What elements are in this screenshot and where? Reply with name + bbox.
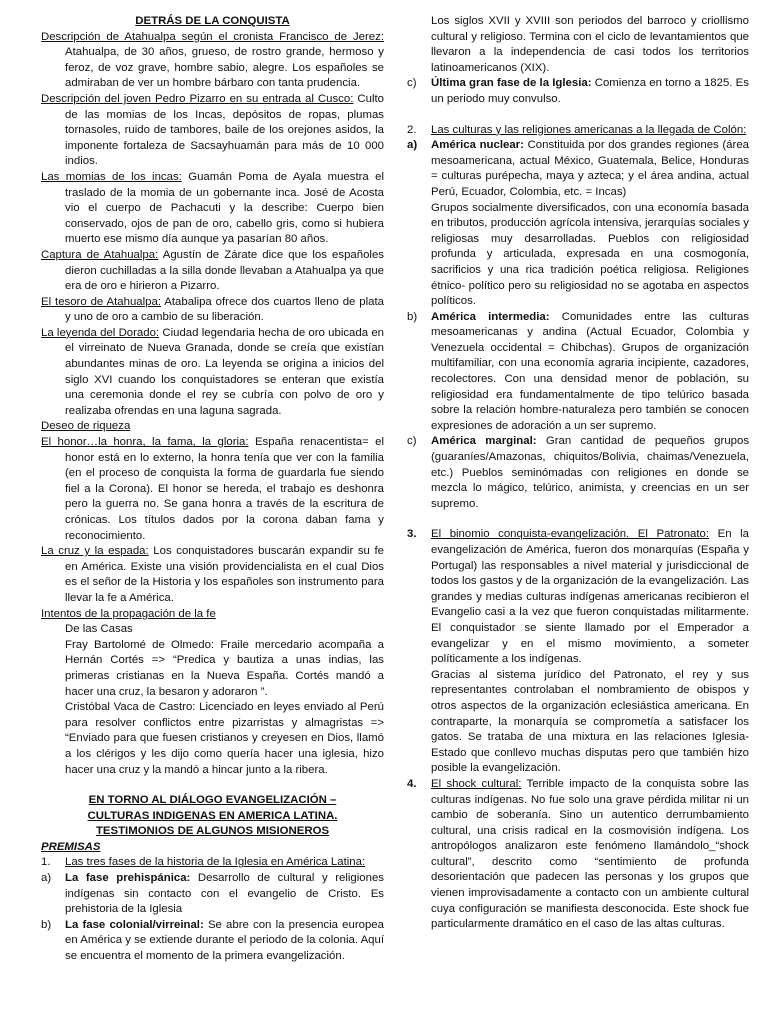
entry-text: Los conquistadores buscarán expandir su fe en América. Existe una visión providencialista en el cual Dios es el señor de la Historia y los españoles son instrumento para llevar la fe a América. [65,545,384,604]
america-text [431,138,749,200]
entry-text: Culto de las momias de los Incas, depósitos de ropas, plumas tornasoles, ruido de tambores, baile de los orejones asidos, la imponente fortaleza de Sacsayhuamán para más de 10 000 indios. [65,92,384,168]
phase-item [407,76,749,107]
list-marker: c) [407,435,417,448]
list-marker: c) [407,77,417,90]
america-body: Gran cantidad de pequeños grupos (guaraníes/Amazonas, chiquitos/Bolivia, chaimas/Venezuela, etc.) Pueblos seminómadas con religiones en donde se mezcla lo mágico, telúrico, animista, y creencias en un ser supremo. [431,435,750,510]
propagation-item: Fray Bartolomé de Olmedo: Fraile mercedario acompaña a Hernán Cortés => “Predica y bautiza a unas indias, las primeras cristianas en la Nueva España. Cortés mandó a hacer una cruz, la besaron y adoraron ”. [65,638,384,698]
america-heading: América nuclear: [431,139,524,152]
premise-text: Las tres fases de la historia de la Iglesia en América Latina: [65,856,366,869]
america-extra: Grupos socialmente diversificados, con una economía basada en tributos, producción agrícola intensiva, jerarquías sociales y religiosas muy desarrolladas. Pueblos con religiosidad profunda y articulada, expresada en una cosmogonía, sacrificios y una rica tradición poética religiosa. Religiones étnico- político pero su religiosidad no se agotaba en aspectos políticos. [431,201,749,308]
premise-heading: El binomio conquista-evangelización. El Patronato: [431,528,710,541]
premise-text: Las culturas y las religiones americanas a la llegada de Colón: [431,123,747,136]
phase-body: Se abre con la presencia europea en América y se extiende durante el periodo de la colonia. Aquí se encuentra el momento de la primera evangelización. [65,918,384,963]
phase-item [41,918,384,965]
premise-3-extra: Gracias al sistema jurídico del Patronato, el rey y sus representantes controlaban el nombramiento de obispos y otros aspectos de la organización eclesiástica americana. En contraparte, la monarquía se comprometía a satisfacer los gatos. Se trataba de una mixtura en las relaciones Iglesia-Estado que conllevo muchas disputas pero que también hizo posible la evangelización. [431,668,749,775]
list-marker: 4. [407,777,417,790]
entry-atahualpa-treasure [41,295,384,326]
america-heading: América intermedia: [431,310,550,323]
america-body: Constituida por dos grandes regiones (área mesoamericana, actual México, Guatemala, Belice, Honduras = culturas purépecha, maya y azteca; y el área andina, actual Perú, Ecuador, Colombia, etc. = Incas) [431,139,749,198]
premise-body: En la evangelización de América, fueron dos monarquías (España y Portugal) las responsables a nivel material y jurisdiccional de todos los gastos y de la organización de la evangelización. Las grandes y medias culturas indígenas americanas recibieron el Evangelio casi a la vez que fueron conquistadas militarmente. El conquistador se siente llamado por el Emperador a evangelizar y en el mismo movimiento, a someter políticamente a los indígenas. [431,528,749,666]
entry-heading: Descripción de Atahualpa según el cronista Francisco de Jerez: [41,30,384,43]
list-marker: 2. [407,123,417,136]
list-marker: 3. [407,528,417,541]
america-text [431,310,749,435]
entry-heading: La cruz y la espada: [41,545,149,558]
entry-faith-propagation [41,607,384,623]
premise-1 [41,855,384,871]
spacer [41,778,384,793]
premise-text [431,777,749,933]
phase-heading: La fase colonial/virreinal: [65,918,204,931]
section-title-dialogue: EN TORNO AL DIÁLOGO EVANGELIZACIÓN – CULTURAS INDIGENAS EN AMERICA LATINA. TESTIMONIOS DE ALGUNOS MISIONEROS [87,794,338,838]
phase-text [431,76,749,107]
entry-atahualpa-capture [41,248,384,295]
entry-heading: Las momias de los incas: [41,170,182,183]
america-text [431,434,749,512]
america-item [407,138,749,200]
phase-heading: Última gran fase de la Iglesia: [431,77,592,90]
entry-text: España renacentista= el honor está en lo externo, la honra tenía que ver con la familia (en el proceso de conquista la forma de guardarla fue siendo fiel a la Corona). El honor se hereda, el trabajo es deshonra pero la guerra no. Se gana honra a través de la escritura de crónicas. Los títulos dados por la corona daban fama y reconocimiento. [65,436,384,542]
spacer [407,108,749,123]
phase-text [65,918,384,965]
entry-atahualpa-description [41,30,384,92]
america-item [407,434,749,512]
premise-text [431,527,749,667]
premise-2 [407,123,749,139]
entry-heading: Captura de Atahualpa: [41,248,159,261]
entry-heading: Deseo de riqueza [41,420,131,433]
list-marker: a) [407,139,418,152]
phase-body: Comienza en torno a 1825. Es un periodo muy convulso. [431,77,749,105]
left-column [41,14,384,965]
america-item [407,310,749,435]
entry-heading: La leyenda del Dorado: [41,326,160,339]
phase-heading: La fase prehispánica: [65,872,191,885]
premisas-label: PREMISAS [41,840,101,853]
entry-heading: El tesoro de Atahualpa: [41,295,161,308]
entry-el-dorado [41,326,384,420]
america-body: Comunidades entre las culturas mesoamericanas y andina (Actual Ecuador, Colombia y Venezuela occidental = Chibchas). Grupos de organización multifamiliar, con una economía agraria incipiente, cazadores, recolectores. Con una densidad menor de población, su religiosidad era fundamentalmente de tipo telúrico basada sobre la relación hombre-naturaleza pero también se conocen expresiones de adoración a un ser supremo. [431,310,749,432]
entry-heading: El honor…la honra, la fama, la gloria: [41,436,249,449]
entry-text: Guamán Poma de Ayala muestra el traslado de la momia de un gobernante inca. José de Acosta vio el cuerpo de Pachacuti y la describe: Cuerpo bien conservado, ojos de pan de oro, cabello gris, como si hubiera muerto ese mismo día aunque ya pasarían 80 años. [65,170,384,246]
entry-text: Agustín de Zárate dice que los españoles dieron cuchilladas a la silla donde llevaban a Atahualpa ya que era de oro e hirieron a Pizarro. [65,248,384,293]
premise-4 [407,777,749,933]
premise-heading: El shock cultural: [431,777,522,790]
entry-pizarro-description [41,92,384,170]
entry-text: Atahualpa, de 30 años, grueso, de rostro grande, hermoso y feroz, de voz grave, hombre sabio, alegre. Los españoles se admiraban de ver un hombre bárbaro con tanta prudencia. [65,46,384,90]
list-marker: b) [407,310,418,323]
list-marker: b) [41,918,52,931]
phase-body: Desarrollo de cultural y religiones indígenas sin contacto con el evangelio de Cristo. Es prehistoria de la Iglesia [65,872,384,916]
america-heading: América marginal: [431,435,537,448]
entry-heading: Intentos de la propagación de la fe [41,607,216,620]
phase-item [41,871,384,918]
premise-body: Terrible impacto de la conquista sobre las culturas indígenas. No fue solo una grave pérdida militar ni un cambio de soberanía. Sino un autentico derrumbamiento cultural, una crisis radical en la cosmovisión indígena. Los antropólogos analizaron este fenómeno llamándolo_“shock cultural”, descrito como “sentimiento de profunda desorientación que padecen las personas y los grupos que vienen improvisadamente a contacto con un ambiente cultural cuya configuración se manifiesta desconocida. Este shock fue particularmente dramático en el caso de las altas culturas. [431,777,749,931]
premise-3 [407,527,749,667]
spacer [407,512,749,527]
right-column [407,14,749,933]
phase-text [65,871,384,918]
propagation-item: De las Casas [65,623,133,636]
entry-heading: Descripción del joven Pedro Pizarro en su entrada al Cusco: [41,92,354,105]
entry-cross-sword [41,544,384,606]
entry-wealth-desire [41,419,384,435]
entry-text: Atabalipa ofrece dos cuartos lleno de plata y uno de oro a cambio de su liberación. [65,295,384,324]
entry-text: Ciudad legendaria hecha de oro ubicada en el virreinato de Nueva Granada, donde se creía que existían abundantes minas de oro. La leyenda se origina a inicios del siglo XVI cuando los conquistadores se enteran que existía una ceremonia donde el rey se cubría con polvo de oro y realizaba ofrendas en una laguna sagrada. [65,326,384,417]
propagation-item: Cristóbal Vaca de Castro: Licenciado en leyes enviado al Perú para resolver conflictos entre pizarristas y almagristas => “Enviado para que fuesen cristianos y creyesen en Dios, llamó a los clérigos y les dijo como quería hacer una iglesia, hizo hacer una cruz y la mandó a hincar junto a la ribera. [65,701,384,776]
list-marker: a) [41,872,52,885]
list-marker: 1. [41,856,51,869]
phase-b-continuation: Los siglos XVII y XVIII son periodos del barroco y criollismo cultural y religioso. Termina con el ciclo de levantamientos que llevaron a la independencia de casi todos los territorios latinoamericanos (XIX). [431,15,749,74]
entry-inca-mummies [41,170,384,248]
entry-honor [41,435,384,544]
section-title-conquista: DETRÁS DE LA CONQUISTA [135,15,290,27]
